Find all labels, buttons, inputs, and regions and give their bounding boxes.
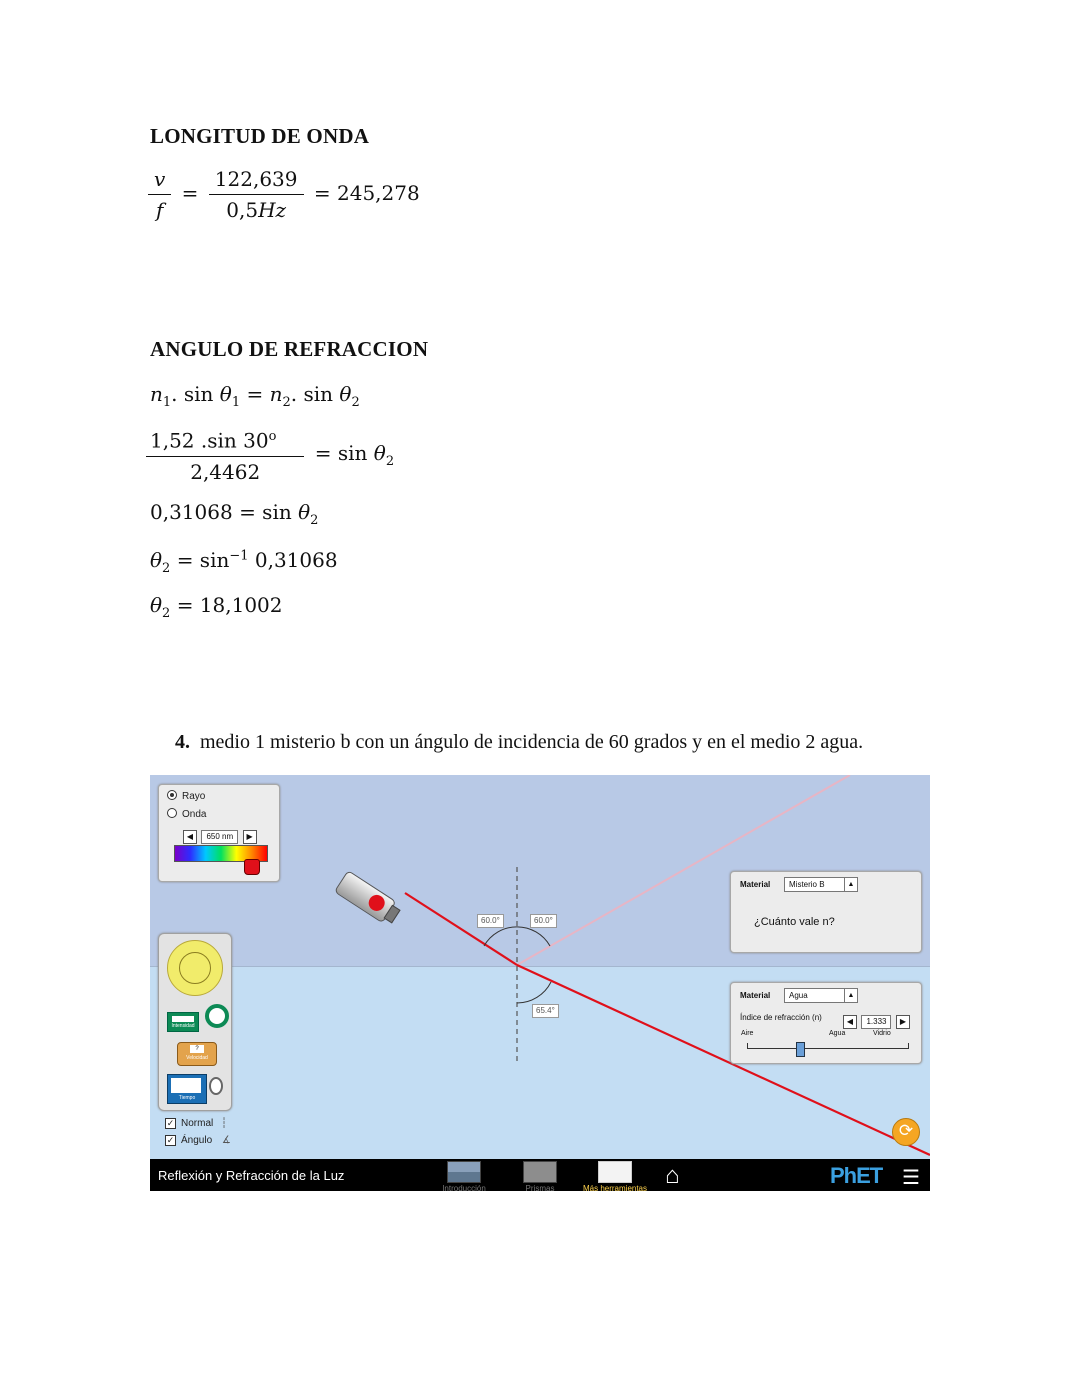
angle-checkbox[interactable]: ✓ Ángulo ∡: [166, 1135, 231, 1147]
slider-label-air: Aire: [741, 1030, 754, 1037]
wavelength-slider-thumb[interactable]: [244, 859, 260, 875]
time-sensor-icon[interactable]: Tiempo: [167, 1074, 207, 1104]
tab-prisms[interactable]: Prismas: [516, 1159, 564, 1191]
home-icon[interactable]: ⌂: [665, 1162, 680, 1189]
tab-more-tools[interactable]: Más herramientas: [580, 1159, 650, 1191]
sim-title: Reflexión y Refracción de la Luz: [158, 1168, 345, 1183]
task-statement: 4. medio 1 misterio b con un ángulo de incidencia de 60 grados y en el medio 2 agua.: [175, 731, 864, 753]
wavelength-value[interactable]: 650 nm: [201, 830, 238, 844]
angle-label-incident: 60.0°: [477, 914, 504, 928]
phet-navbar: [150, 1159, 930, 1191]
index-slider-track[interactable]: [747, 1048, 909, 1049]
material-2-panel: Material Agua ▲ Índice de refracción (n) ◀ 1.333 ▶ Aire Agua Vidrio: [730, 982, 922, 1064]
menu-icon[interactable]: ☰: [902, 1167, 920, 1189]
tools-panel: [158, 933, 232, 1111]
light-source-panel: [158, 784, 280, 882]
ray-option[interactable]: Rayo: [167, 789, 205, 802]
equation-result-angle: $\theta_2 = 18,1002$: [150, 593, 283, 621]
speed-meter-icon[interactable]: ? Velocidad: [177, 1042, 217, 1066]
normal-checkbox[interactable]: ✓ Normal ┆: [166, 1118, 228, 1130]
angle-label-reflected: 60.0°: [530, 914, 557, 928]
slider-label-water: Agua: [829, 1030, 846, 1037]
angle-arc-bottom: [517, 982, 551, 1003]
index-decrease-button[interactable]: ◀: [843, 1015, 857, 1029]
wavelength-decrease-button[interactable]: ◀: [183, 830, 197, 844]
normal-line-icon: ┆: [221, 1118, 228, 1130]
index-value[interactable]: 1.333: [861, 1015, 891, 1029]
heading-refraction-angle: ANGULO DE REFRACCION: [150, 337, 429, 361]
probe-icon[interactable]: [209, 1077, 223, 1095]
ray-radio[interactable]: [167, 790, 177, 800]
equation-snell-law: $n_1$. $\sin \theta_1 = n_2$. $\sin \theta_2$: [150, 382, 360, 410]
mystery-question: ¿Cuánto vale n?: [754, 916, 835, 928]
equation-arcsine: $\theta_2 = \sin^{-1} 0,31068$: [150, 548, 338, 576]
material-1-select[interactable]: Misterio B ▲: [784, 877, 858, 892]
index-slider-thumb[interactable]: [796, 1042, 805, 1057]
intensity-sensor-icon[interactable]: [205, 1004, 229, 1028]
wave-option[interactable]: Onda: [167, 807, 206, 820]
wave-radio[interactable]: [167, 808, 177, 818]
equation-wavelength: $\frac{v}{f}$ = $\frac{122,639}{0,5Hz}$ = 245,278: [148, 166, 420, 223]
tab-intro[interactable]: Introducción: [440, 1159, 488, 1191]
equation-snell-fraction: $\frac{1,52 .\sin 30^o}{2,4462}$ = $\sin \theta_2$: [146, 424, 394, 485]
material-2-select[interactable]: Agua ▲: [784, 988, 858, 1003]
protractor-icon[interactable]: [167, 940, 223, 996]
material-1-panel: Material Misterio B ▲ ¿Cuánto vale n?: [730, 871, 922, 953]
heading-wavelength: LONGITUD DE ONDA: [150, 124, 370, 148]
angle-label-refracted: 65.4°: [532, 1004, 559, 1018]
phet-simulation: [150, 775, 930, 1191]
equation-sine-value: $0,31068 = \sin \theta_2$: [150, 500, 319, 528]
phet-logo: PhET: [830, 1163, 883, 1188]
incident-ray: [405, 893, 517, 965]
index-increase-button[interactable]: ▶: [896, 1015, 910, 1029]
slider-label-glass: Vidrio: [873, 1030, 891, 1037]
reset-icon[interactable]: ⟳: [892, 1118, 920, 1146]
angle-icon: ∡: [221, 1135, 231, 1147]
intensity-meter-icon[interactable]: Intensidad: [167, 1012, 199, 1032]
refraction-index-label: Índice de refracción (n): [740, 1013, 822, 1022]
wavelength-increase-button[interactable]: ▶: [243, 830, 257, 844]
